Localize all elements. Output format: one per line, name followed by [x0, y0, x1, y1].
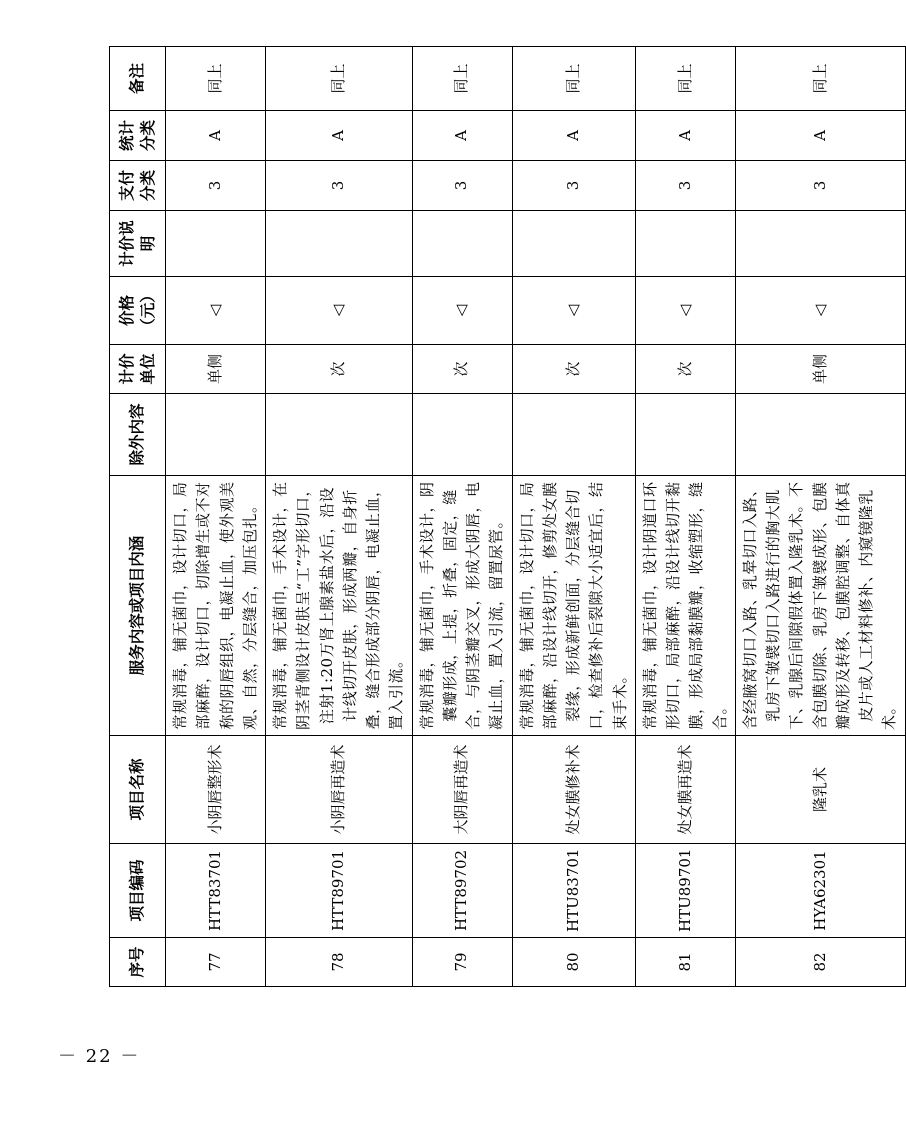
cell-remark: 同上: [735, 47, 905, 111]
cell-pay: 3: [166, 161, 266, 211]
cell-content: 常规消毒，铺无菌巾，手术设计，在阴茎背侧设计皮肤呈“工”字形切口，注射1:20万肾上腺素盐水后，沿设计线切开皮肤，形成两瓣，自身折叠，缝合形成部分阴唇，电凝止血，置入引流。: [266, 476, 413, 736]
cell-note: [735, 211, 905, 277]
col-header: 项目名称: [110, 736, 166, 844]
cell-remark: 同上: [266, 47, 413, 111]
cell-name: 隆乳术: [735, 736, 905, 844]
cell-code: HTU83701: [512, 844, 635, 938]
cell-content: 常规消毒，铺无菌巾，设计切口，局部麻醉，设计切口，切除增生或不对称的阴唇组织，电凝止血，使外观美观、自然，分层缝合，加压包扎。: [166, 476, 266, 736]
cell-no: 80: [512, 938, 635, 987]
cell-code: HTT89701: [266, 844, 413, 938]
cell-pay: 3: [735, 161, 905, 211]
cell-content: 含经腋窝切口入路、乳晕切口入路、乳房下皱襞切口入路进行的胸大肌下、乳腺后间隙假体置入隆乳术。不含包膜切除、乳房下皱襞成形、包膜瓣成形及转移、包膜腔调整、自体真皮片或人工材料修补、内窥镜隆乳术。: [735, 476, 905, 736]
table-row: [735, 47, 905, 987]
cell-unit: 次: [512, 345, 635, 394]
table-row: [635, 47, 735, 987]
cell-content: 常规消毒，铺无菌巾，手术设计，阴囊瓣形成，上提，折叠，固定，缝合，与阴茎瓣交叉，形成大阴唇，电凝止血，置入引流，留置尿管。: [412, 476, 512, 736]
cell-stat: A: [512, 111, 635, 161]
cell-stat: A: [735, 111, 905, 161]
cell-exclusion: [266, 394, 413, 476]
cell-remark: 同上: [512, 47, 635, 111]
cell-pay: 3: [635, 161, 735, 211]
cell-unit: 单侧: [735, 345, 905, 394]
cell-note: [266, 211, 413, 277]
cell-exclusion: [735, 394, 905, 476]
cell-name: 小阴唇整形术: [166, 736, 266, 844]
col-header: 服务内容或项目内涵: [110, 476, 166, 736]
cell-code: HYA62301: [735, 844, 905, 938]
cell-stat: A: [266, 111, 413, 161]
cell-price: ◁: [735, 277, 905, 345]
cell-stat: A: [635, 111, 735, 161]
cell-price: ◁: [412, 277, 512, 345]
cell-price: ◁: [266, 277, 413, 345]
cell-code: HTT89702: [412, 844, 512, 938]
cell-price: ◁: [166, 277, 266, 345]
col-header: 价格（元）: [110, 277, 166, 345]
col-header: 除外内容: [110, 394, 166, 476]
cell-no: 82: [735, 938, 905, 987]
cell-stat: A: [166, 111, 266, 161]
cell-note: [512, 211, 635, 277]
col-header: 序号: [110, 938, 166, 987]
page-number: － 22 －: [58, 1046, 141, 1067]
cell-unit: 单侧: [166, 345, 266, 394]
cell-no: 79: [412, 938, 512, 987]
col-header: 统计分类: [110, 111, 166, 161]
cell-content: 常规消毒，铺无菌巾，设计切口，局部麻醉，沿设计线切开，修剪处女膜裂缘，形成新鲜创面，分层缝合切口，检查修补后裂隙大小适宜后，结束手术。: [512, 476, 635, 736]
cell-unit: 次: [635, 345, 735, 394]
table-row: [266, 47, 413, 987]
cell-remark: 同上: [635, 47, 735, 111]
col-header: 项目编码: [110, 844, 166, 938]
cell-no: 77: [166, 938, 266, 987]
col-header: 计价说明: [110, 211, 166, 277]
cell-price: ◁: [512, 277, 635, 345]
cell-code: HTT83701: [166, 844, 266, 938]
cell-unit: 次: [412, 345, 512, 394]
col-header: 计价单位: [110, 345, 166, 394]
cell-name: 处女膜修补术: [512, 736, 635, 844]
cell-name: 小阴唇再造术: [266, 736, 413, 844]
cell-code: HTU89701: [635, 844, 735, 938]
cell-exclusion: [512, 394, 635, 476]
cell-no: 78: [266, 938, 413, 987]
cell-exclusion: [412, 394, 512, 476]
cell-note: [412, 211, 512, 277]
cell-name: 大阴唇再造术: [412, 736, 512, 844]
table-row: [512, 47, 635, 987]
cell-stat: A: [412, 111, 512, 161]
table-row: [166, 47, 266, 987]
col-header: 支付分类: [110, 161, 166, 211]
cell-remark: 同上: [412, 47, 512, 111]
cell-pay: 3: [266, 161, 413, 211]
cell-price: ◁: [635, 277, 735, 345]
cell-content: 常规消毒，铺无菌巾，设计阴道口环形切口，局部麻醉，沿设计线切开黏膜，形成局部黏膜瓣，收缩塑形，缝合。: [635, 476, 735, 736]
cell-note: [635, 211, 735, 277]
table-header-row: [110, 47, 166, 987]
table-row: [412, 47, 512, 987]
cell-exclusion: [166, 394, 266, 476]
cell-no: 81: [635, 938, 735, 987]
col-header: 备注: [110, 47, 166, 111]
service-items-table: [109, 46, 906, 987]
cell-pay: 3: [412, 161, 512, 211]
cell-pay: 3: [512, 161, 635, 211]
cell-remark: 同上: [166, 47, 266, 111]
cell-name: 处女膜再造术: [635, 736, 735, 844]
cell-note: [166, 211, 266, 277]
cell-unit: 次: [266, 345, 413, 394]
cell-exclusion: [635, 394, 735, 476]
